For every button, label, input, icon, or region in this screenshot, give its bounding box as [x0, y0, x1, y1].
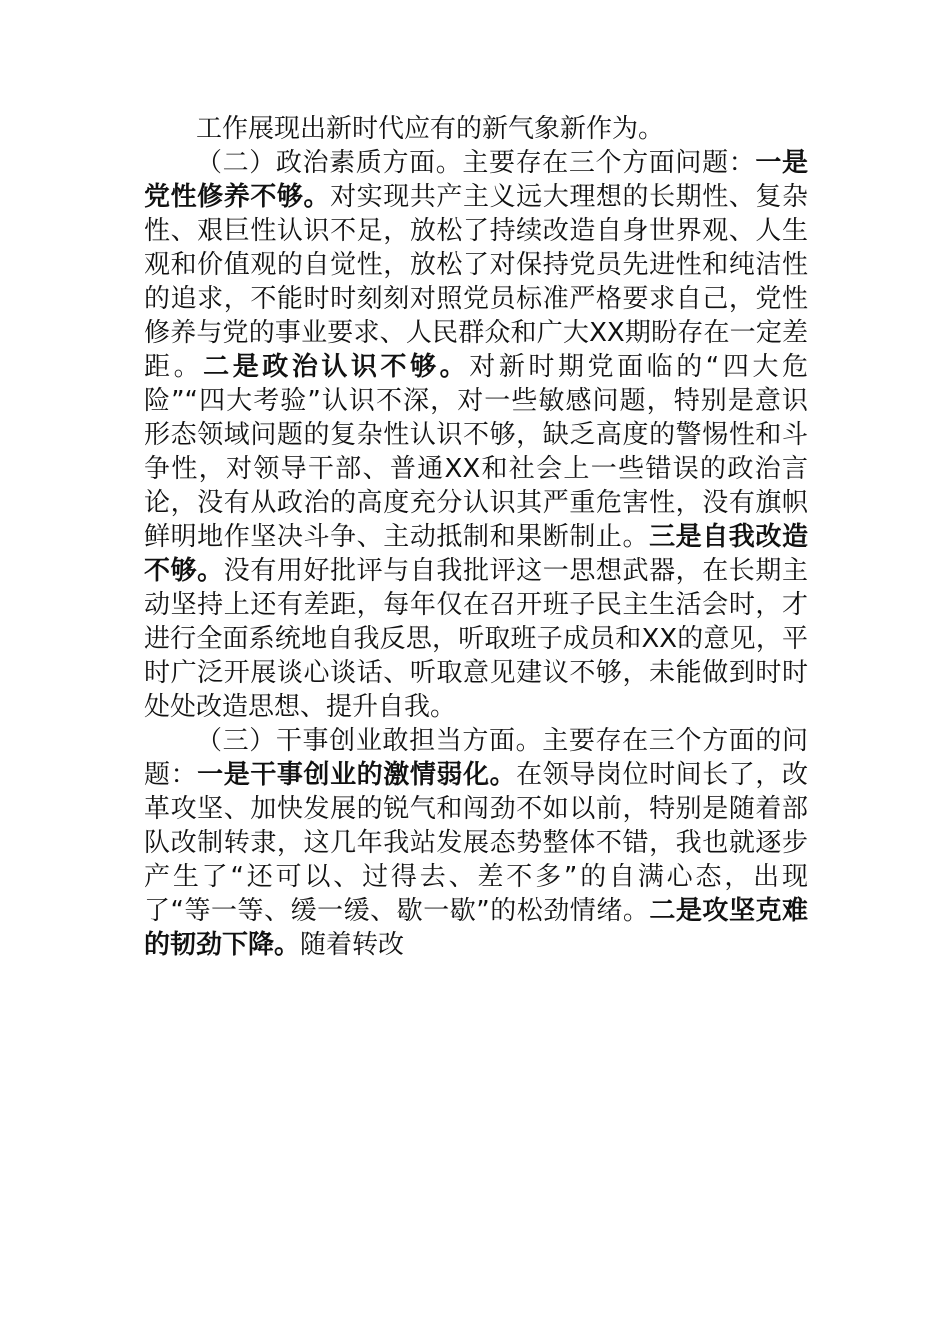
- text-run: 工作展现出新时代应有的新气象新作为。: [196, 114, 665, 144]
- bold-heading-one: 一是干事创业的激情弱化。: [197, 760, 517, 790]
- bold-heading-one: 一是党性修养不够。: [144, 148, 808, 212]
- text-run: 对实现共产主义远大理想的长期性、复杂性、艰巨性认识不足，放松了持续改造自身世界观、人生观和价值观的自觉性，放松了对保持党员先进性和纯洁性的追求，不能时时刻刻对照党员标准严格要求自己，党性修养与党的事业要求、人民群众和广大XX期盼存在一定差距。: [144, 182, 808, 382]
- bold-heading-two: 二是攻坚克难的韧劲下降。: [144, 896, 808, 960]
- paragraph-entrepreneurship: [144, 724, 808, 962]
- text-run: 对新时期党面临的“四大危险”“四大考验”认识不深，对一些敏感问题，特别是意识形态领域问题的复杂性认识不够，缺乏高度的警惕性和斗争性，对领导干部、普通XX和社会上一些错误的政治言论，没有从政治的高度充分认识其严重危害性，没有旗帜鲜明地作坚决斗争、主动抵制和果断制止。: [144, 352, 808, 552]
- text-run: 在领导岗位时间长了，改革攻坚、加快发展的锐气和闯劲不如以前，特别是随着部队改制转隶，这几年我站发展态势整体不错，我也就逐步产生了“还可以、过得去、差不多”的自满心态，出现了“等一等、缓一缓、歇一歇”的松劲情绪。: [144, 760, 808, 926]
- bold-heading-three: 三是自我改造不够。: [144, 522, 808, 586]
- paragraph-continuation: [144, 112, 808, 146]
- document-body: [144, 112, 808, 962]
- text-run: 没有用好批评与自我批评这一思想武器，在长期主动坚持上还有差距，每年仅在召开班子民主生活会时，才进行全面系统地自我反思，听取班子成员和XX的意见，平时广泛开展谈心谈话、听取意见建议不够，未能做到时时处处改造思想、提升自我。: [144, 556, 808, 722]
- text-run: （三）干事创业敢担当方面。主要存在三个方面的问题：: [144, 726, 808, 790]
- bold-heading-two: 二是政治认识不够。: [203, 352, 470, 382]
- text-run: （二）政治素质方面。主要存在三个方面问题：: [196, 148, 756, 178]
- text-run: 随着转改: [300, 930, 405, 960]
- paragraph-political-quality: [144, 146, 808, 724]
